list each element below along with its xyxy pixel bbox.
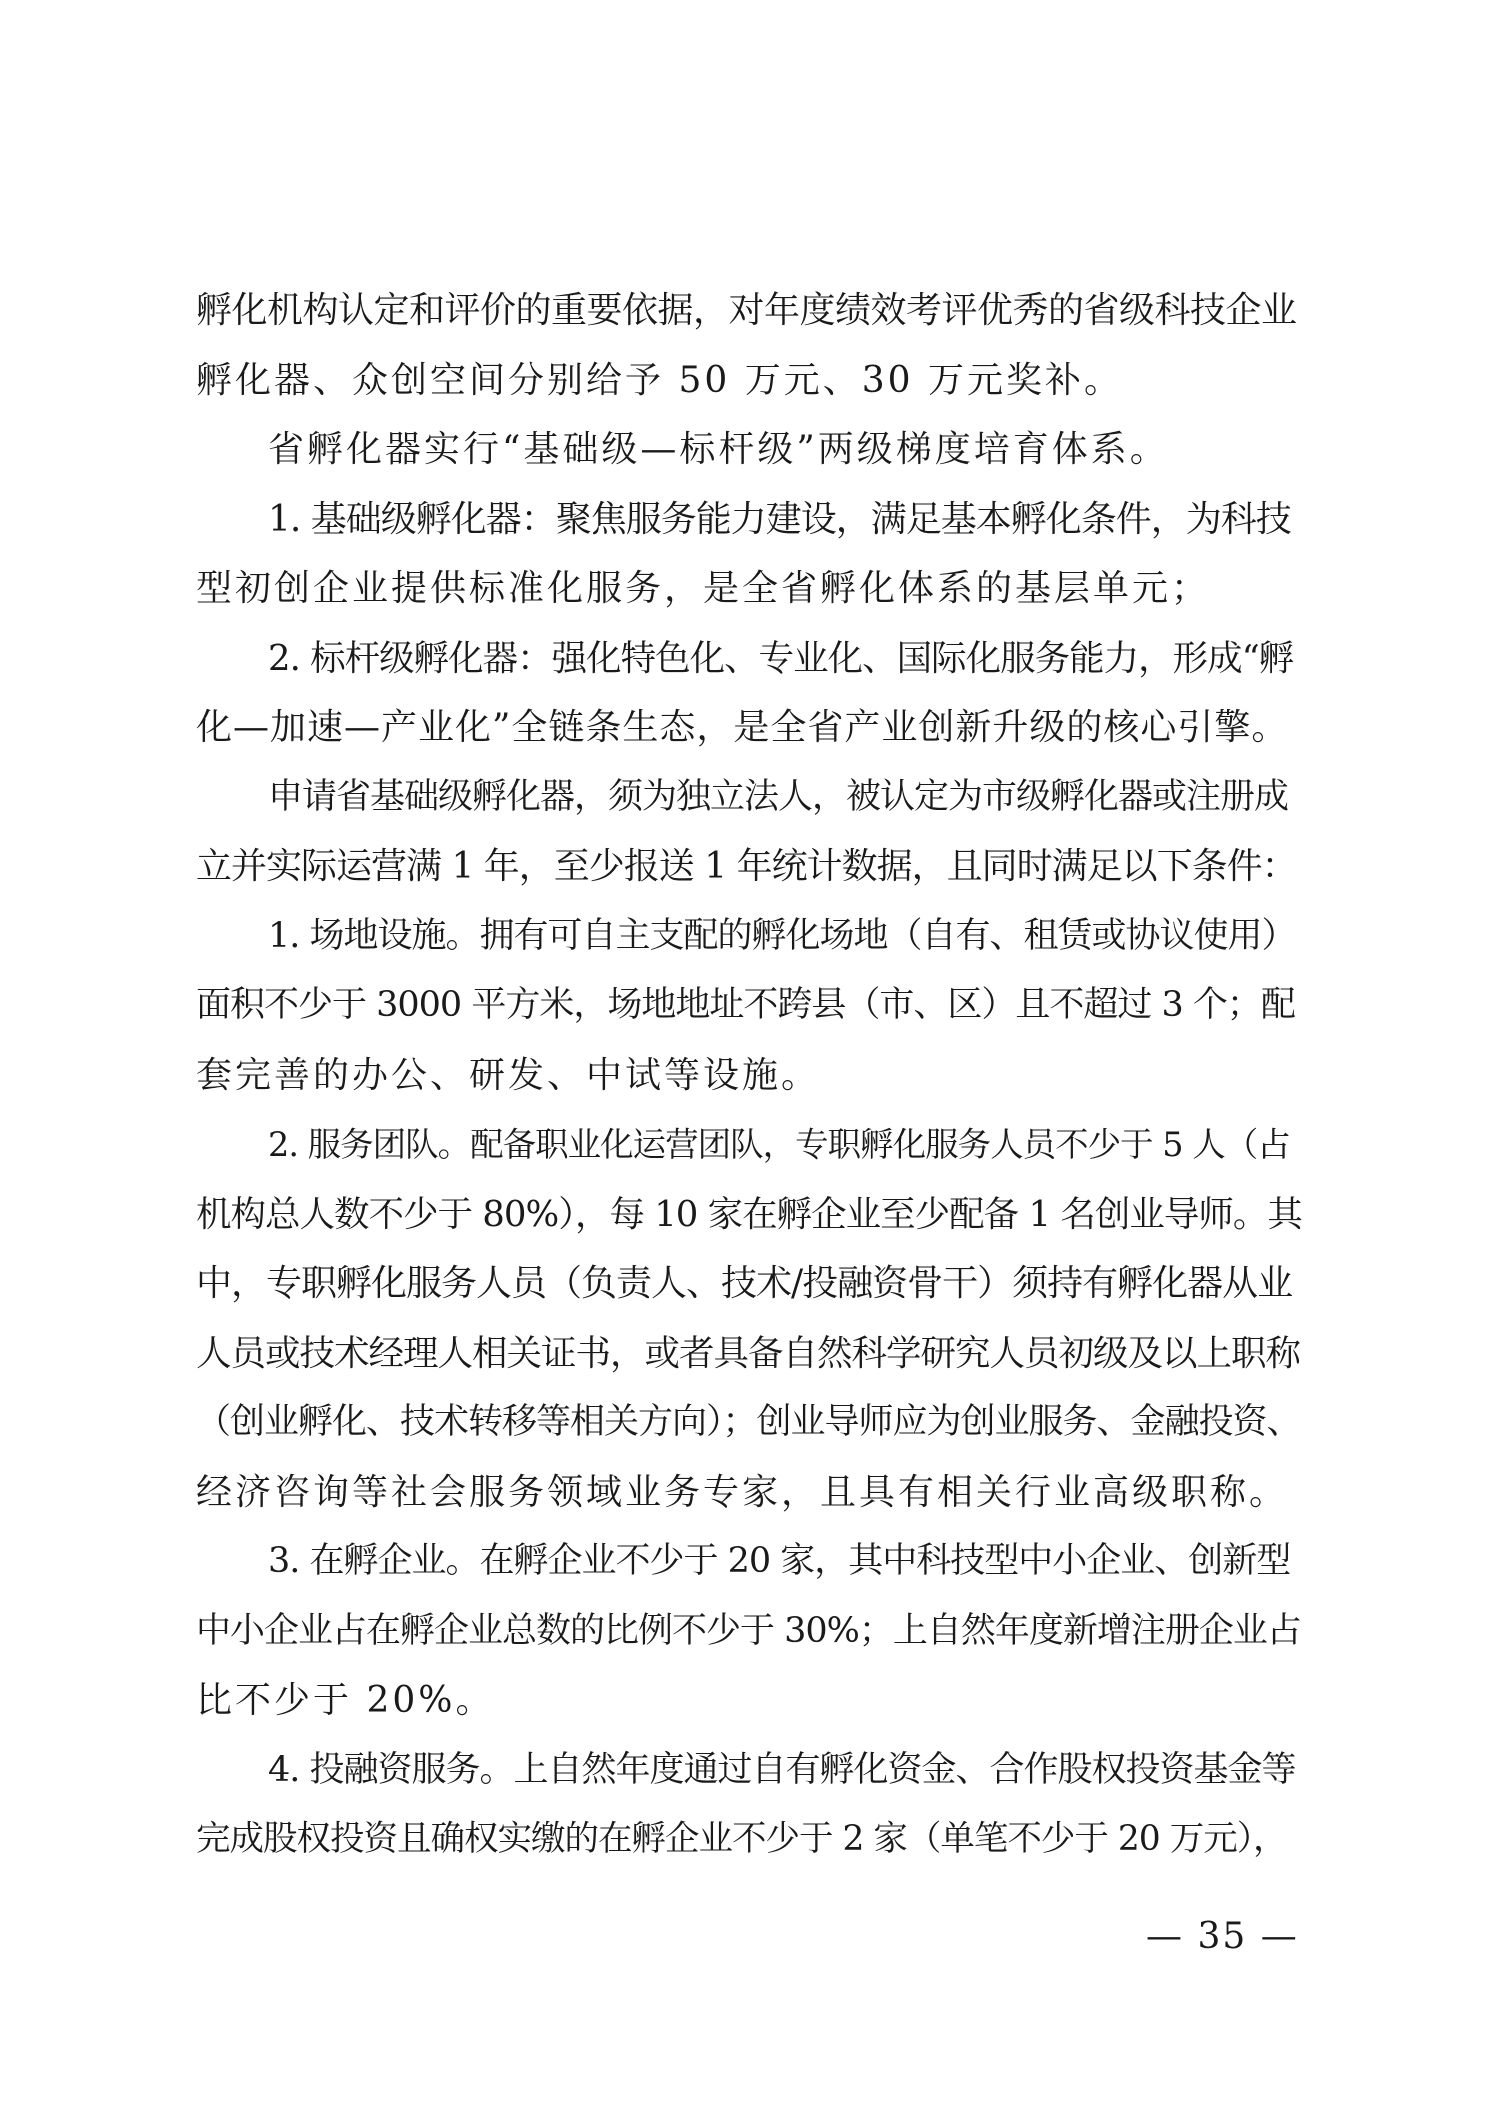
body-line-13: 2. 服务团队。配备职业化运营团队，专职孵化服务人员不少于 5 人（占 [268,1125,1290,1164]
body-line-12: 套完善的办公、研发、中试等设施。 [196,1054,821,1096]
body-line-23: 完成股权投资且确权实缴的在孵企业不少于 2 家（单笔不少于 20 万元）， [196,1819,1287,1859]
body-line-6: 2. 标杆级孵化器：强化特色化、专业化、国际化服务能力，形成“孵 [268,637,1294,679]
body-line-1: 孵化机构认定和评价的重要依据，对年度绩效考评优秀的省级科技企业 [196,290,1297,331]
body-line-10: 1. 场地设施。拥有可自主支配的孵化场地（自有、租赁或协议使用） [268,915,1296,956]
body-line-2: 孵化器、众创空间分别给予 50 万元、30 万元奖补。 [196,359,1123,401]
body-line-21: 比不少于 20%。 [196,1680,495,1721]
body-line-9: 立并实际运营满 1 年，至少报送 1 年统计数据，且同时满足以下条件： [196,846,1297,887]
body-line-4: 1. 基础级孵化器：聚焦服务能力建设，满足基本孵化条件，为科技 [268,498,1291,540]
body-line-16: 人员或技术经理人相关证书，或者具备自然科学研究人员初级及以上职称 [196,1332,1301,1374]
body-line-22: 4. 投融资服务。上自然年度通过自有孵化资金、合作股权投资基金等 [268,1749,1296,1790]
body-line-5: 型初创企业提供标准化服务，是全省孵化体系的基层单元； [196,568,1211,609]
body-line-11: 面积不少于 3000 平方米，场地地址不跨县（市、区）且不超过 3 个；配 [196,985,1295,1025]
body-line-8: 申请省基础级孵化器，须为独立法人，被认定为市级孵化器或注册成 [268,776,1289,817]
body-line-7: 化—加速—产业化”全链条生态，是全省产业创新升级的核心引擎。 [196,707,1289,748]
body-line-14: 机构总人数不少于 80%），每 10 家在孵企业至少配备 1 名创业导师。其 [196,1193,1302,1235]
body-line-20: 中小企业占在孵企业总数的比例不少于 30%；上自然年度新增注册企业占 [196,1610,1301,1651]
body-line-19: 3. 在孵企业。在孵企业不少于 20 家，其中科技型中小企业、创新型 [268,1541,1291,1581]
page-number: — 35 — [1146,1916,1299,1957]
body-line-3: 省孵化器实行“基础级—标杆级”两级梯度培育体系。 [268,429,1169,470]
body-line-17: （创业孵化、技术转移等相关方向）；创业导师应为创业服务、金融投资、 [196,1402,1301,1442]
body-text [196,276,1302,1875]
body-line-15: 中，专职孵化服务人员（负责人、技术/投融资骨干）须持有孵化器从业 [196,1263,1293,1304]
body-line-18: 经济咨询等社会服务领域业务专家，且具有相关行业高级职称。 [196,1471,1289,1513]
